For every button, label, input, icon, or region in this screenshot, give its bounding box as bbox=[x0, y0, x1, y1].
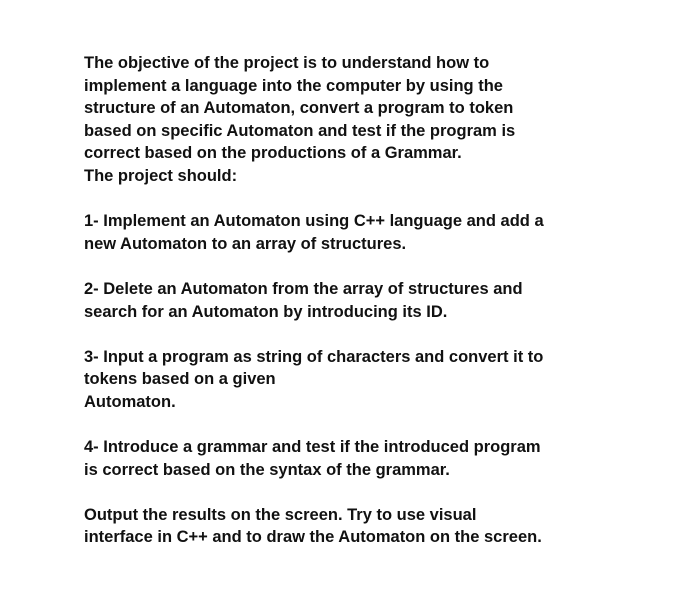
output-paragraph bbox=[84, 504, 644, 549]
paragraph-gap bbox=[84, 188, 644, 211]
document-body bbox=[84, 52, 644, 549]
item-4-line: is correct based on the syntax of the grammar. bbox=[84, 460, 450, 479]
intro-line: implement a language into the computer by using the bbox=[84, 76, 503, 95]
paragraph-gap bbox=[84, 323, 644, 346]
item-3-line: tokens based on a given bbox=[84, 370, 276, 389]
item-4 bbox=[84, 436, 644, 481]
paragraph-gap bbox=[84, 481, 644, 504]
item-1 bbox=[84, 210, 644, 255]
item-3 bbox=[84, 346, 644, 414]
intro-line: The objective of the project is to understand how to bbox=[84, 54, 490, 72]
intro-paragraph bbox=[84, 52, 644, 188]
item-3-line: Automaton. bbox=[84, 392, 176, 411]
intro-line: based on specific Automaton and test if the program is bbox=[84, 121, 516, 140]
item-2 bbox=[84, 278, 644, 323]
item-1-line: 1- Implement an Automaton using C++ language and add a bbox=[84, 212, 544, 231]
paragraph-gap bbox=[84, 414, 644, 437]
intro-line: correct based on the productions of a Grammar. bbox=[84, 144, 462, 163]
output-line: Output the results on the screen. Try to use visual bbox=[84, 505, 477, 524]
item-1-line: new Automaton to an array of structures. bbox=[84, 234, 407, 253]
item-2-line: search for an Automaton by introducing its ID. bbox=[84, 302, 448, 321]
item-4-line: 4- Introduce a grammar and test if the introduced program bbox=[84, 438, 541, 457]
project-should-heading: The project should: bbox=[84, 166, 238, 185]
output-line: interface in C++ and to draw the Automaton on the screen. bbox=[84, 528, 542, 547]
item-2-line: 2- Delete an Automaton from the array of structures and bbox=[84, 279, 523, 298]
intro-line: structure of an Automaton, convert a program to token bbox=[84, 99, 514, 118]
paragraph-gap bbox=[84, 255, 644, 278]
item-3-line: 3- Input a program as string of characters and convert it to bbox=[84, 347, 544, 366]
